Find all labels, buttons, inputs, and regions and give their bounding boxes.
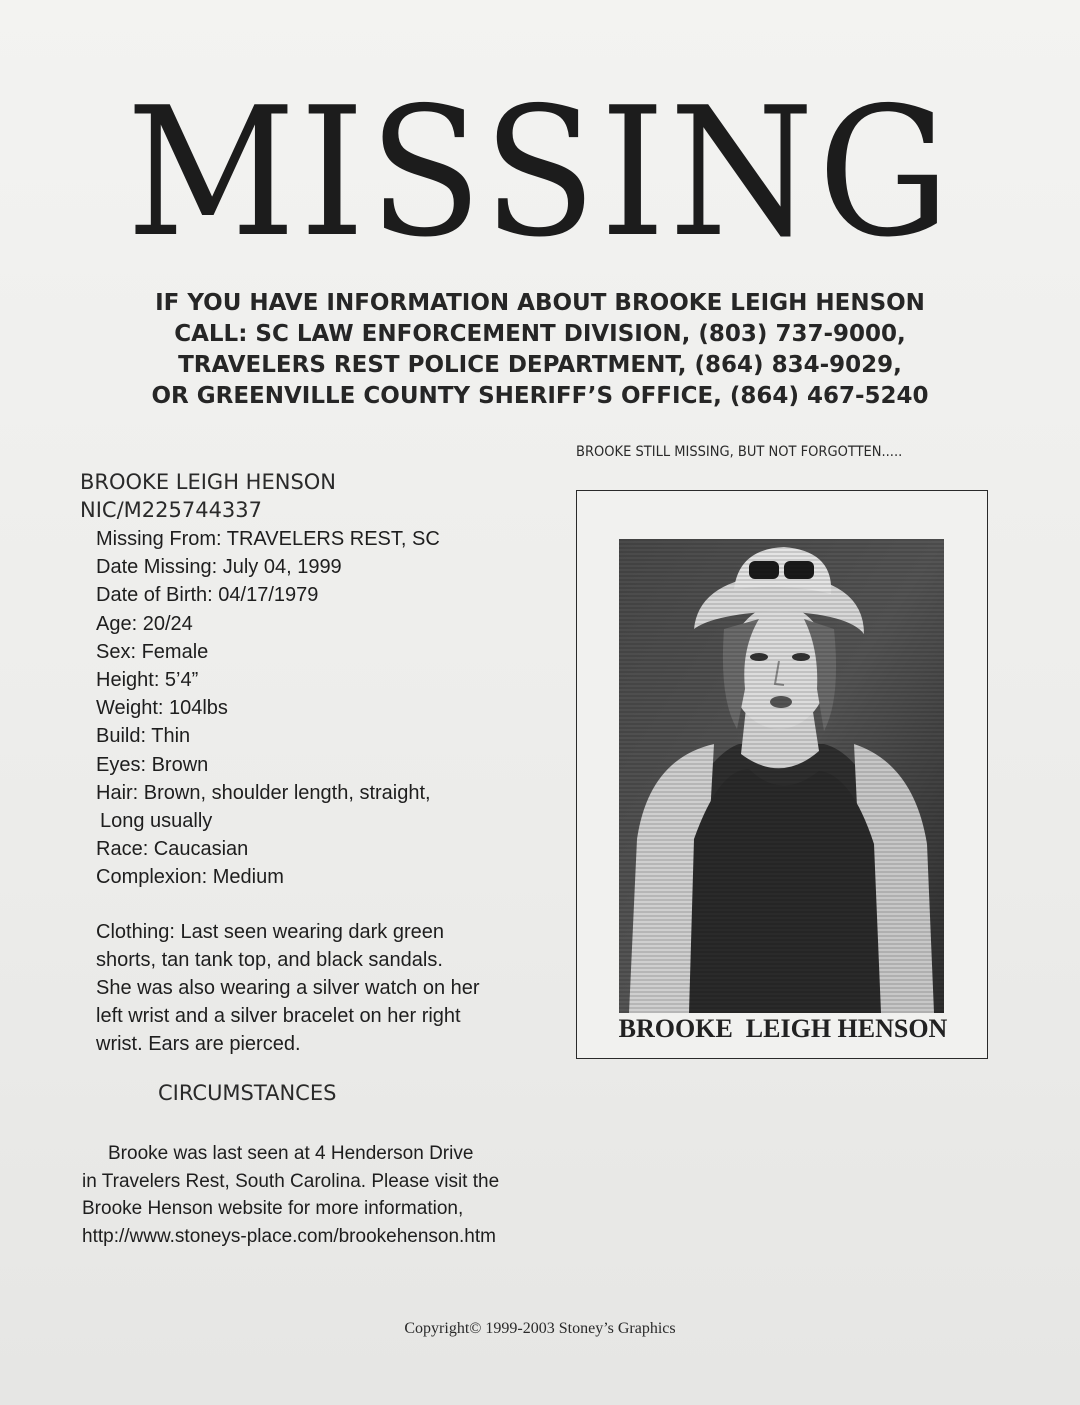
detail-row: Age: 20/24: [96, 612, 193, 635]
clothing-line: wrist. Ears are pierced.: [96, 1033, 301, 1055]
contact-information: [60, 288, 1020, 412]
clothing-description: [96, 918, 566, 1058]
detail-row: Height: 5’4”: [96, 669, 199, 692]
detail-row: Missing From: TRAVELERS REST, SC: [96, 528, 440, 550]
detail-row: Eyes: Brown: [96, 753, 209, 776]
circumstances-line: in Travelers Rest, South Carolina. Please visit the: [82, 1170, 500, 1192]
circumstances-heading: CIRCUMSTANCES: [158, 1081, 337, 1105]
circumstances-line: Brooke was last seen at 4 Henderson Drive: [108, 1143, 474, 1164]
person-name: BROOKE LEIGH HENSON: [80, 470, 337, 494]
portrait-photo: [619, 539, 944, 1013]
contact-line: OR GREENVILLE COUNTY SHERIFF’S OFFICE, (864) 467-5240: [151, 383, 929, 409]
detail-row: Date of Birth: 04/17/1979: [96, 584, 319, 607]
clothing-line: She was also wearing a silver watch on her: [96, 977, 480, 999]
copyright-notice: Copyright© 1999-2003 Stoney’s Graphics: [404, 1320, 676, 1337]
tagline: BROOKE STILL MISSING, BUT NOT FORGOTTEN.....: [576, 444, 903, 460]
circumstances-text: [82, 1140, 582, 1250]
contact-line: IF YOU HAVE INFORMATION ABOUT BROOKE LEIGH HENSON: [155, 290, 925, 316]
portrait-photo-graphic: [619, 539, 944, 1013]
detail-row: Weight: 104lbs: [96, 697, 228, 720]
clothing-line: shorts, tan tank top, and black sandals.: [96, 949, 443, 971]
physical-details: [96, 525, 440, 892]
photo-caption: BROOKE LEIGH HENSON: [618, 1014, 948, 1043]
detail-row: Date Missing: July 04, 1999: [96, 556, 342, 579]
circumstances-line: Brooke Henson website for more information,: [82, 1198, 464, 1219]
photo-frame: [576, 490, 988, 1059]
person-header: [80, 468, 336, 524]
detail-row: Long usually: [100, 810, 213, 833]
nic-number: NIC/M225744337: [80, 498, 263, 522]
clothing-line: Clothing: Last seen wearing dark green: [96, 921, 444, 943]
detail-row: Complexion: Medium: [96, 866, 284, 889]
detail-row: Build: Thin: [96, 725, 191, 748]
detail-row: Hair: Brown, shoulder length, straight,: [96, 781, 431, 804]
missing-headline: MISSING: [126, 69, 954, 276]
detail-row: Sex: Female: [96, 640, 209, 663]
detail-row: Race: Caucasian: [96, 838, 249, 861]
clothing-line: left wrist and a silver bracelet on her right: [96, 1005, 461, 1027]
circumstances-line: http://www.stoneys-place.com/brookehenson.htm: [82, 1225, 496, 1247]
contact-line: TRAVELERS REST POLICE DEPARTMENT, (864) 834-9029,: [178, 352, 902, 378]
contact-line: CALL: SC LAW ENFORCEMENT DIVISION, (803) 737-9000,: [174, 321, 906, 347]
